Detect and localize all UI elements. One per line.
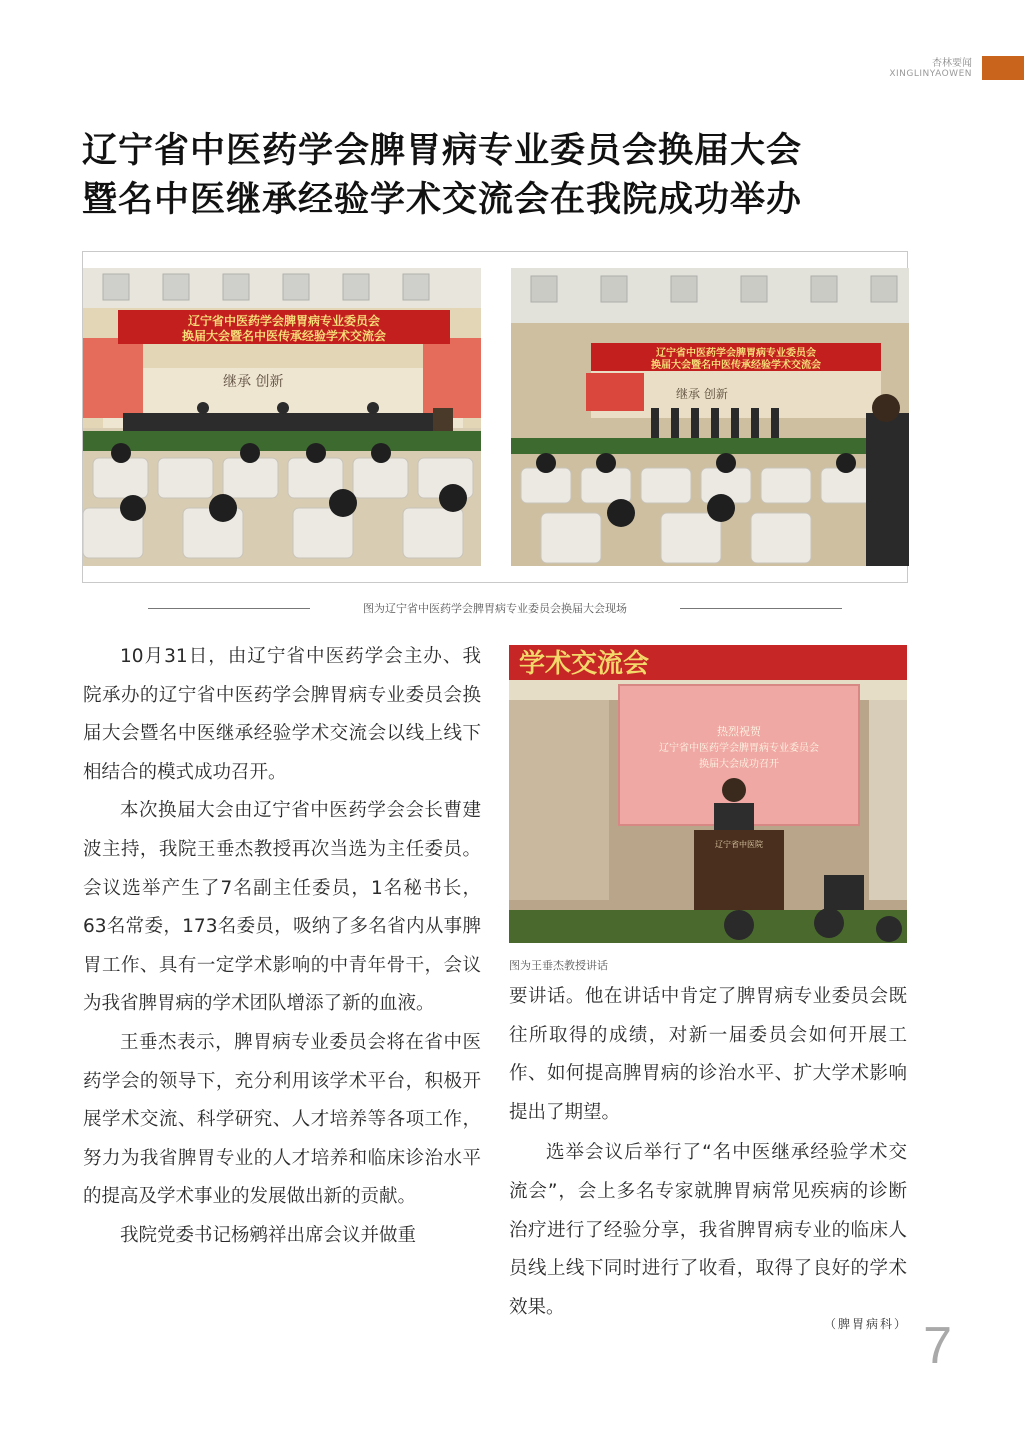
speaker-photo xyxy=(509,645,907,943)
article-title xyxy=(82,126,942,224)
article-right-column xyxy=(509,978,907,1327)
caption-rule-right xyxy=(680,608,842,609)
photo-caption-row xyxy=(148,598,842,618)
photo2-banner-line-2: 换届大会暨名中医传承经验学术交流会 xyxy=(651,360,821,371)
section-label-zh: 杏林要闻 xyxy=(932,58,972,69)
section-accent-bar xyxy=(982,56,1024,80)
paragraph-2: 本次换届大会由辽宁省中医药学会会长曹建波主持，我院王垂杰教授再次当选为主任委员。会议选举产生了7名副主任委员，1名秘书长，63名常委，173名委员，吸纳了多名省内从事脾胃工作、具有一定学术影响的中青年骨干，会议为我省脾胃病的学术团队增添了新的血液。 xyxy=(83,800,481,1015)
paragraph-1: 10月31日，由辽宁省中医药学会主办、我院承办的辽宁省中医药学会脾胃病专业委员会换届大会暨名中医继承经验学术交流会以线上线下相结合的模式成功召开。 xyxy=(83,646,481,783)
screen-line-2: 辽宁省中医药学会脾胃病专业委员会 xyxy=(659,743,819,754)
screen-line-1: 热烈祝贺 xyxy=(717,725,761,738)
screen-line-3: 换届大会成功召开 xyxy=(699,759,779,770)
podium-text: 辽宁省中医院 xyxy=(715,840,763,849)
photo-backdrop-text: 继承 创新 xyxy=(223,374,284,390)
page-number: 7 xyxy=(923,1317,952,1375)
section-label-en: XINGLINYAOWEN xyxy=(889,69,972,79)
article-left-column xyxy=(83,638,481,1256)
speaker-caption: 图为王垂杰教授讲话 xyxy=(509,959,608,972)
photo-banner-line-1: 辽宁省中医药学会脾胃病专业委员会 xyxy=(187,314,381,328)
photo2-backdrop-text: 继承 创新 xyxy=(676,387,728,401)
caption-rule-left xyxy=(148,608,310,609)
paragraph-4: 我院党委书记杨鹓祥出席会议并做重 xyxy=(120,1224,417,1246)
photo-frame xyxy=(82,251,908,583)
department-credit: （脾胃病科） xyxy=(823,1317,908,1331)
paragraph-3: 王垂杰表示，脾胃病专业委员会将在省中医药学会的领导下，充分利用该学术平台，积极开展学术交流、科学研究、人才培养等各项工作，努力为我省脾胃专业的人才培养和临床诊治水平的提高及学术事业的发展做出新的贡献。 xyxy=(83,1031,481,1208)
photo-caption: 图为辽宁省中医药学会脾胃病专业委员会换届大会现场 xyxy=(363,602,627,615)
speaker-banner-text: 学术交流会 xyxy=(519,649,650,679)
title-line-1: 辽宁省中医药学会脾胃病专业委员会换届大会 xyxy=(82,130,803,171)
photo-banner-line-2: 换届大会暨名中医传承经验学术交流会 xyxy=(181,329,387,343)
meeting-photo-left xyxy=(83,268,481,566)
title-line-2: 暨名中医继承经验学术交流会在我院成功举办 xyxy=(82,179,803,220)
photo2-banner-line-1: 辽宁省中医药学会脾胃病专业委员会 xyxy=(656,348,816,359)
paragraph-5: 要讲话。他在讲话中肯定了脾胃病专业委员会既往所取得的成绩，对新一届委员会如何开展工作、如何提高脾胃病的诊治水平、扩大学术影响提出了期望。 xyxy=(509,986,907,1123)
meeting-photo-right xyxy=(511,268,909,566)
paragraph-6: 选举会议后举行了“名中医继承经验学术交流会”，会上多名专家就脾胃病常见疾病的诊断治疗进行了经验分享，我省脾胃病专业的临床人员线上线下同时进行了收看，取得了良好的学术效果。 xyxy=(509,1142,907,1318)
